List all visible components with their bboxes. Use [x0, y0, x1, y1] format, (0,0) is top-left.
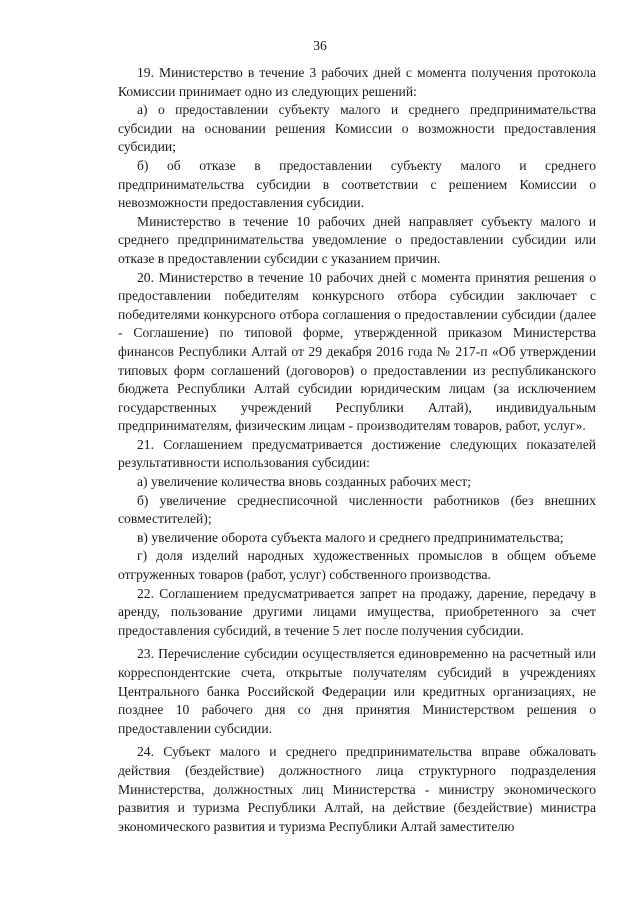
paragraph-20: 20. Министерство в течение 10 рабочих дней с момента принятия решения о предоставлении победителям конкурсного отбора субсидии заключает с победителями конкурсного отбора соглашения о предоставлении субсидии (далее - Соглашение) по типовой форме, утвержденной приказом Министерства финансов Республики Алтай от 29 декабря 2016 года № 217-п «Об утверждении типовых форм соглашений (договоров) о предоставлении из республиканского бюджета Республики Алтай субсидии юридическим лицам (за исключением государственных учреждений Республики Алтай), индивидуальным предпринимателям, физическим лицам - производителям товаров, работ, услуг».: [118, 269, 596, 434]
paragraph-19-notice: Министерство в течение 10 рабочих дней направляет субъекту малого и среднего предпринимательства уведомление о предоставлении субсидии или отказе в предоставлении субсидии с указанием причин.: [118, 213, 596, 266]
page-number: 36: [313, 38, 327, 53]
paragraph-19-item-b: б) об отказе в предоставлении субъекту малого и среднего предпринимательства субсидии в соответствии с решением Комиссии о невозможности предоставления субсидии.: [118, 157, 596, 211]
paragraph-22: 22. Соглашением предусматривается запрет на продажу, дарение, передачу в аренду, пользование другими лицами имущества, приобретенного за счет предоставления субсидий, в течение 5 лет после получения субсидии.: [118, 585, 596, 638]
paragraph-19: 19. Министерство в течение 3 рабочих дней с момента получения протокола Комиссии принимает одно из следующих решений:: [118, 65, 596, 99]
paragraph-21-item-b: б) увеличение среднесписочной численности работников (без внешних совместителей);: [118, 492, 596, 527]
paragraph-21-item-a: а) увеличение количества вновь созданных рабочих мест;: [137, 474, 471, 490]
paragraph-21: 21. Соглашением предусматривается достижение следующих показателей результативности использования субсидии:: [118, 436, 596, 471]
paragraph-21-item-c: в) увеличение оборота субъекта малого и среднего предпринимательства;: [137, 529, 564, 545]
document-body: [118, 64, 596, 836]
paragraph-19-item-a: а) о предоставлении субъекту малого и среднего предпринимательства субсидии на основании решения Комиссии о возможности предоставления субсидии;: [118, 102, 596, 155]
paragraph-23: 23. Перечисление субсидии осуществляется единовременно на расчетный или корреспондентские счета, открытые получателям субсидий в учреждениях Центрального банка Российской Федерации или кредитных организациях, не позднее 10 рабочего дня со дня принятия Министерством решения о предоставлении субсидии.: [118, 646, 596, 736]
paragraph-24: 24. Субъект малого и среднего предпринимательства вправе обжаловать действия (бездействие) должностного лица структурного подразделения Министерства, должностных лиц Министерства - министру экономического развития и туризма Республики Алтай, на действие (бездействие) министра экономического развития и туризма Республики Алтай заместителю: [118, 744, 596, 834]
paragraph-21-item-d: г) доля изделий народных художественных промыслов в общем объеме отгруженных товаров (работ, услуг) собственного производства.: [118, 548, 596, 583]
